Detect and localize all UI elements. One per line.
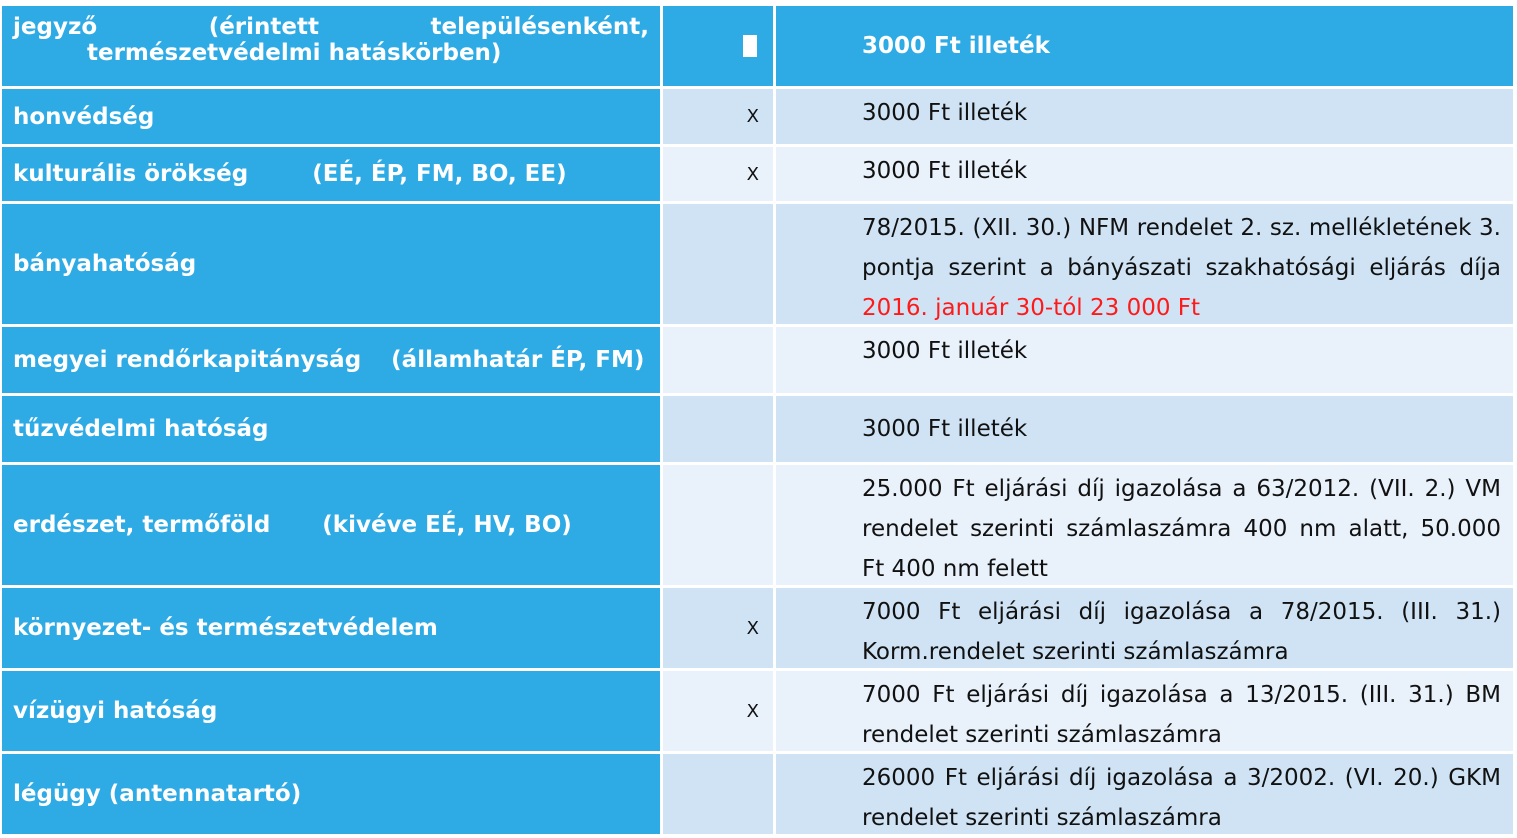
mark-cell <box>663 396 776 462</box>
fee-cell: 7000 Ft eljárási díj igazolása a 13/2015. (III. 31.) BM rendelet szerinti számlaszámra <box>776 671 1513 751</box>
mark-cell <box>663 754 776 834</box>
authority-label: megyei rendőrkapitányság <box>13 347 362 373</box>
authority-name: vízügyi hatóság <box>2 671 663 751</box>
authority-name: bányahatóság <box>2 204 663 324</box>
mark-cell <box>663 465 776 585</box>
table-row <box>2 465 1513 588</box>
table-row <box>2 147 1513 204</box>
mark-cell: X <box>663 147 776 201</box>
authority-name: honvédség <box>2 89 663 144</box>
fee-cell: 3000 Ft illeték <box>776 147 1513 201</box>
header-line-2: természetvédelmi hatáskörben) <box>87 40 502 66</box>
table-row <box>2 396 1513 465</box>
fee-cell: 7000 Ft eljárási díj igazolása a 78/2015. (III. 31.) Korm.rendelet szerinti számlaszámra <box>776 588 1513 668</box>
authority-name <box>2 465 663 585</box>
authority-note: (EÉ, ÉP, FM, BO, EE) <box>312 161 567 187</box>
table-row <box>2 89 1513 147</box>
header-line-1 <box>13 14 649 40</box>
fee-highlight: 2016. január 30-tól 23 000 Ft <box>862 295 1201 321</box>
fee-cell <box>776 204 1513 324</box>
authority-name <box>2 327 663 393</box>
header-mark-cell <box>663 6 776 86</box>
fee-table <box>2 6 1513 834</box>
table-row <box>2 327 1513 396</box>
authority-name <box>2 147 663 201</box>
table-row <box>2 754 1513 834</box>
table-header-row <box>2 6 1513 89</box>
authority-name: tűzvédelmi hatóság <box>2 396 663 462</box>
header-word: jegyző <box>13 14 98 40</box>
fee-cell: 3000 Ft illeték <box>776 327 1513 393</box>
mark-cell: X <box>663 89 776 144</box>
fee-cell: 3000 Ft illeték <box>776 89 1513 144</box>
mark-cell: X <box>663 671 776 751</box>
mark-cell <box>663 204 776 324</box>
header-marker-box <box>743 35 757 57</box>
fee-cell: 26000 Ft eljárási díj igazolása a 3/2002. (VI. 20.) GKM rendelet szerinti számlaszámra <box>776 754 1513 834</box>
fee-cell: 3000 Ft illeték <box>776 396 1513 462</box>
authority-note: (államhatár ÉP, FM) <box>391 347 645 373</box>
authority-name: környezet- és természetvédelem <box>2 588 663 668</box>
table-row <box>2 204 1513 327</box>
header-fee-cell: 3000 Ft illeték <box>776 6 1513 86</box>
table-row <box>2 671 1513 754</box>
header-word: (érintett <box>208 14 319 40</box>
mark-cell: X <box>663 588 776 668</box>
header-word: településenként, <box>430 14 649 40</box>
fee-cell: 25.000 Ft eljárási díj igazolása a 63/2012. (VII. 2.) VM rendelet szerinti számlaszámra 400 nm alatt, 50.000 Ft 400 nm felett <box>776 465 1513 585</box>
authority-label: kulturális örökség <box>13 161 249 187</box>
authority-name: légügy (antennatartó) <box>2 754 663 834</box>
table-row <box>2 588 1513 671</box>
header-authority-cell <box>2 6 663 86</box>
fee-text: 78/2015. (XII. 30.) NFM rendelet 2. sz. mellékletének 3. pontja szerint a bányászati szakhatósági eljárás díja <box>862 215 1501 281</box>
mark-cell <box>663 327 776 393</box>
authority-note: (kivéve EÉ, HV, BO) <box>322 512 572 538</box>
authority-label: erdészet, termőföld <box>13 512 271 538</box>
